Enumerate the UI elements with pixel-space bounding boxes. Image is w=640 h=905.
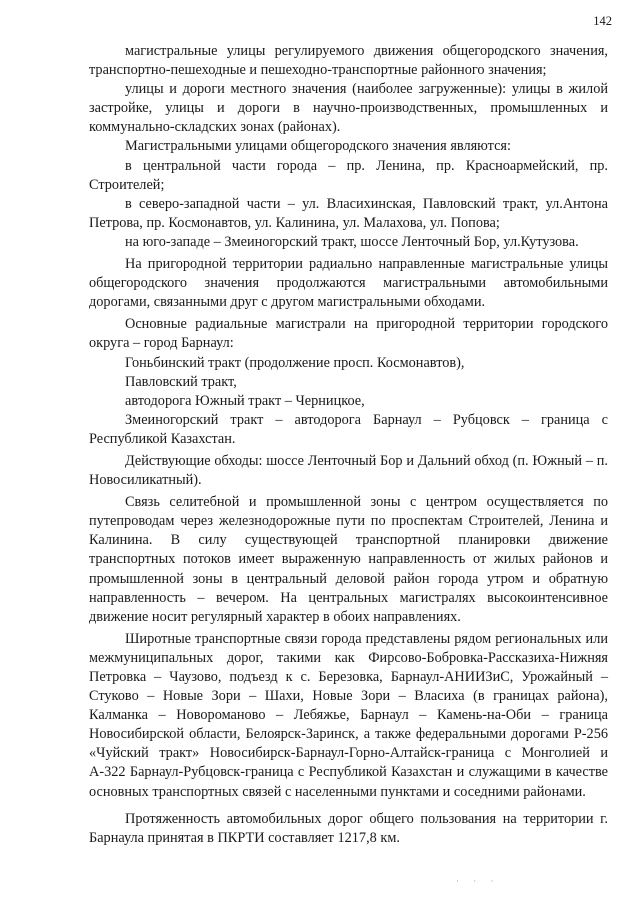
list-item: Гоньбинский тракт (продолжение просп. Космонавтов), [125,354,465,371]
paragraph: магистральные улицы регулируемого движения общегородского значения, транспортно-пешеходные и пешеходно-транспортные районного значения; [89,43,608,79]
paragraph: на юго-западе – Змеиногорский тракт, шоссе Ленточный Бор, ул.Кутузова. [125,233,579,250]
paragraph: Протяженность автомобильных дорог общего пользования на территории г. Барнаула принятая в ПКРТИ составляет 1217,8 км. [89,810,608,846]
paragraph: Действующие обходы: шоссе Ленточный Бор и Дальний обход (п. Южный – п. Новосиликатный). [89,452,608,489]
scan-specks: · · · [456,876,500,886]
page-number: 142 [593,14,612,28]
paragraph: На пригородной территории радиально направленные магистральные улицы общегородского значения продолжаются магистральными автомобильными дорогами, связанными друг с другом магистральными обходами. [89,256,608,311]
paragraph: в центральной части города – пр. Ленина, пр. Красноармейский, пр. Строителей; [89,157,608,193]
list-item: Змеиногорский тракт – автодорога Барнаул – Рубцовск – граница с Республикой Казахстан. [89,411,608,447]
paragraph: Магистральными улицами общегородского значения являются: [125,138,511,155]
list-item: Павловский тракт, [125,373,237,390]
list-item: автодорога Южный тракт – Черницкое, [125,392,365,409]
document-body [89,42,608,848]
paragraph: в северо-западной части – ул. Власихинская, Павловский тракт, ул.Антона Петрова, пр. Космонавтов, ул. Калинина, ул. Малахова, ул. Попова; [89,195,608,231]
paragraph: улицы и дороги местного значения (наиболее загруженные): улицы в жилой застройке, улицы и дороги в научно-производственных, промышленных и коммунально-складских зонах (районах). [89,81,608,136]
paragraph: Широтные транспортные связи города представлены рядом региональных или межмуниципальных дорог, такими как Фирсово-Бобровка-Рассказиха-Нижняя Петровка – Чаузово, подъезд к с. Березовка, Барнаул-АНИИЗиС, Урожайный – Стуково – Новые Зори – Шахи, Новые Зори – Власиха (в границах района), Калманка – Новороманово – Лебяжье, Барнаул – Камень-на-Оби – граница Новосибирской области, Белоярск-Заринск, а также федеральными дорогами Р-256 «Чуйский тракт» Новосибирск-Барнаул-Горно-Алтайск-граница с Монголией и А-322 Барнаул-Рубцовск-граница с Республикой Казахстан и служащими в качестве основных транспортных связей с населенными пунктами и соседними районами. [89,630,608,800]
paragraph: Основные радиальные магистрали на пригородной территории городского округа – город Барнаул: [89,316,608,352]
paragraph: Связь селитебной и промышленной зоны с центром осуществляется по путепроводам через железнодорожные пути по проспектам Строителей, Ленина и Калинина. В силу существующей транспортной планировки движение транспортных потоков имеет выраженную направленность от жилых районов и промышленной зоны в центральный деловой район города утром и обратную направленность – вечером. На центральных магистралях высокоинтенсивное движение носит регулярный характер в обоих направлениях. [89,494,608,625]
